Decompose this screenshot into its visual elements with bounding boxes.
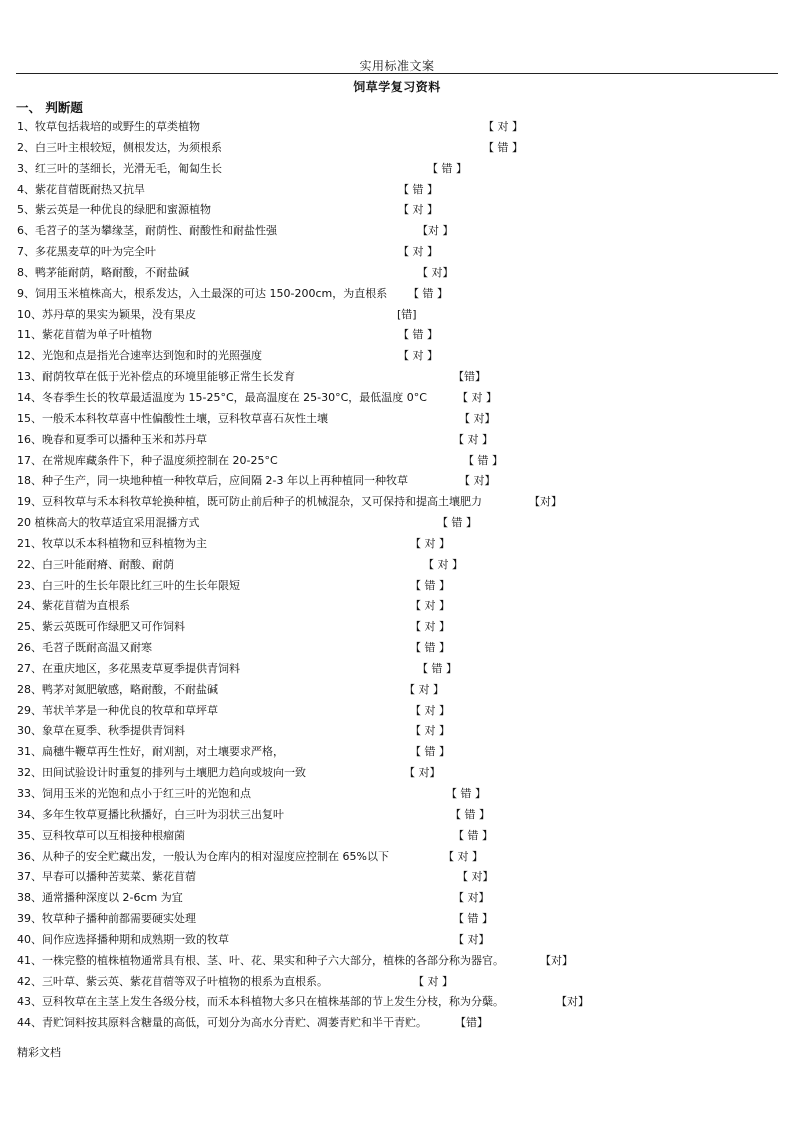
question-text: 2、白三叶主根较短，侧根发达，为须根系 [17,140,222,154]
question-item [0,346,794,367]
answer-mark: 【 对 】 [483,120,523,133]
question-text: 28、鸭茅对氮肥敏感，略耐酸，不耐盐碱 [17,682,218,696]
answer-mark: 【 对】 [459,411,496,425]
question-item [0,305,794,326]
header-divider [16,73,778,74]
answer-mark: 【 对 】 [398,349,438,363]
answer-mark: 【 对 】 [410,724,450,738]
answer-mark: 【对】 [529,495,562,509]
question-item [0,867,794,888]
question-text: 3、红三叶的茎细长，光滑无毛，匍匐生长 [17,161,222,175]
question-text: 31、扁穗牛鞭草再生性好，耐刈割，对土壤要求严格， [17,745,284,759]
question-text: 35、豆科牧草可以互相接种根瘤菌 [17,828,185,842]
question-text: 20 植株高大的牧草适宜采用混播方式 [17,516,200,530]
question-item [0,180,794,201]
page-footer: 精彩文档 [17,1046,61,1059]
question-text: 22、白三叶能耐瘠、耐酸、耐荫 [17,557,174,571]
question-text: 24、紫花苜蓿为直根系 [17,599,130,613]
question-item [0,742,794,763]
question-text: 11、紫花苜蓿为单子叶植物 [17,328,152,342]
question-text: 26、毛苕子既耐高温又耐寒 [17,641,152,655]
question-item [0,680,794,701]
answer-mark: 【 错 】 [437,516,477,530]
answer-mark: 【 错 】 [398,182,438,196]
question-text: 41、一株完整的植株植物通常具有根、茎、叶、花、果实和种子六大部分，植株的各部分称为器官。 [17,953,504,967]
answer-mark: 【 对】 [457,870,494,884]
answer-mark: 【对】 [540,953,573,967]
answer-mark: 【 对 】 [398,203,438,217]
question-text: 29、苇状羊茅是一种优良的牧草和草坪草 [17,703,218,717]
answer-mark: 【 对 】 [410,620,450,634]
question-item [0,847,794,868]
question-text: 25、紫云英既可作绿肥又可作饲料 [17,620,185,634]
answer-mark: 【 错 】 [410,745,450,759]
document-title: 饲草学复习资料 [353,80,441,94]
question-text: 15、一般禾本科牧草喜中性偏酸性土壤，豆科牧草喜石灰性土壤 [17,411,328,425]
answer-mark: 【 错 】 [398,328,438,342]
answer-mark: 【 错 】 [483,140,523,154]
question-item [0,388,794,409]
question-list [0,117,794,1034]
answer-mark: 【 对 】 [457,390,497,404]
question-text: 27、在重庆地区，多花黑麦草夏季提供青饲料 [17,661,240,675]
answer-mark: 【 对】 [459,474,496,488]
answer-mark: 【错】 [453,370,486,384]
answer-mark: 【 错 】 [446,787,486,800]
question-text: 44、青贮饲料按其原料含糖量的高低，可划分为高水分青贮、凋萎青贮和半干青贮。 [17,1016,427,1030]
question-item [0,221,794,242]
question-text: 37、早春可以播种苦荬菜、紫花苜蓿 [17,870,196,884]
question-text: 16、晚春和夏季可以播种玉米和苏丹草 [17,432,207,446]
question-item [0,409,794,430]
answer-mark: 【对】 [556,995,589,1009]
question-text: 21、牧草以禾本科植物和豆科植物为主 [17,536,207,550]
question-item [0,284,794,305]
question-text: 17、在常规库藏条件下，种子温度须控制在 20-25°C [17,453,278,467]
question-item [0,596,794,617]
answer-mark: [错] [397,307,417,321]
question-text: 34、多年生牧草夏播比秋播好，白三叶为羽状三出复叶 [17,807,284,821]
question-item [0,451,794,472]
question-item [0,909,794,930]
question-text: 14、冬春季生长的牧草最适温度为 15-25°C，最高温度在 25-30°C，最低温度 0°C [17,390,427,404]
question-item [0,638,794,659]
question-item [0,951,794,972]
question-text: 42、三叶草、紫云英、紫花苜蓿等双子叶植物的根系为直根系。 [17,974,328,988]
question-item [0,576,794,597]
answer-mark: 【 错 】 [410,578,450,592]
question-text: 8、鸭茅能耐荫，略耐酸，不耐盐碱 [17,265,189,279]
question-item [0,325,794,346]
answer-mark: 【 错 】 [410,641,450,655]
question-text: 12、光饱和点是指光合速率达到饱和时的光照强度 [17,349,262,363]
answer-mark: 【 错 】 [450,807,490,821]
answer-mark: 【 对】 [404,766,441,780]
question-text: 30、象草在夏季、秋季提供青饲料 [17,724,185,738]
question-item [0,805,794,826]
answer-mark: 【 错 】 [417,661,457,675]
question-text: 38、通常播种深度以 2-6cm 为宜 [17,891,183,905]
question-text: 5、紫云英是一种优良的绿肥和蜜源植物 [17,203,211,217]
question-item [0,763,794,784]
answer-mark: 【 错 】 [453,828,493,842]
question-text: 1、牧草包括栽培的或野生的草类植物 [17,120,200,133]
question-text: 4、紫花苜蓿既耐热又抗旱 [17,182,145,196]
question-item [0,617,794,638]
question-item [0,930,794,951]
question-item [0,242,794,263]
answer-mark: 【 对 】 [398,245,438,259]
answer-mark: 【 对】 [417,265,454,279]
question-text: 39、牧草种子播种前都需要硬实处理 [17,912,196,926]
answer-mark: 【 对】 [453,891,490,905]
answer-mark: 【 对 】 [404,682,444,696]
question-item [0,826,794,847]
page-header: 实用标准文案 [359,59,435,73]
answer-mark: 【 对 】 [453,432,493,446]
answer-mark: 【 对 】 [413,974,453,988]
question-item [0,263,794,284]
question-item [0,430,794,451]
question-item [0,200,794,221]
question-text: 19、豆科牧草与禾本科牧草轮换种植，既可防止前后种子的机械混杂，又可保持和提高土壤肥力 [17,495,482,509]
question-text: 13、耐荫牧草在低于光补偿点的环境里能够正常生长发育 [17,370,295,384]
question-text: 18、种子生产，同一块地种植一种牧草后，应间隔 2-3 年以上再种植同一种牧草 [17,474,408,488]
question-item [0,972,794,993]
question-item [0,117,794,138]
question-text: 9、饲用玉米植株高大，根系发达，入土最深的可达 150-200cm，为直根系 [17,286,388,300]
question-item [0,701,794,722]
question-item [0,513,794,534]
question-text: 40、间作应选择播种期和成熟期一致的牧草 [17,932,229,946]
answer-mark: 【对 】 [417,224,454,238]
question-text: 23、白三叶的生长年限比红三叶的生长年限短 [17,578,240,592]
question-item [0,1013,794,1034]
question-text: 32、田间试验设计时重复的排列与土壤肥力趋向或坡向一致 [17,766,306,780]
question-text: 43、豆科牧草在主茎上发生各级分枝，而禾本科植物大多只在植株基部的节上发生分枝，称为分蘖。 [17,995,504,1009]
question-text: 36、从种子的安全贮藏出发，一般认为仓库内的相对湿度应控制在 65%以下 [17,849,389,863]
question-item [0,721,794,742]
answer-mark: 【 错 】 [408,286,448,300]
answer-mark: 【 对】 [453,932,490,946]
question-text: 6、毛苕子的茎为攀缘茎，耐荫性、耐酸性和耐盐性强 [17,224,277,238]
question-item [0,555,794,576]
question-item [0,534,794,555]
question-item [0,659,794,680]
answer-mark: 【 错 】 [453,912,493,926]
question-item [0,888,794,909]
question-text: 33、饲用玉米的光饱和点小于红三叶的光饱和点 [17,787,251,800]
question-text: 10、苏丹草的果实为颖果，没有果皮 [17,307,196,321]
answer-mark: 【 错 】 [427,161,467,175]
answer-mark: 【 对 】 [410,599,450,613]
question-item [0,159,794,180]
answer-mark: 【 对 】 [443,849,483,863]
section-heading: 一、 判断题 [16,100,83,115]
answer-mark: 【 错 】 [463,453,503,467]
question-text: 7、多花黑麦草的叶为完全叶 [17,245,156,259]
answer-mark: 【 对 】 [410,536,450,550]
answer-mark: 【错】 [455,1016,488,1030]
answer-mark: 【 对 】 [410,703,450,717]
answer-mark: 【 对 】 [423,557,463,571]
question-item [0,784,794,805]
question-item [0,138,794,159]
question-item [0,367,794,388]
question-item [0,992,794,1013]
question-item [0,471,794,492]
question-item [0,492,794,513]
